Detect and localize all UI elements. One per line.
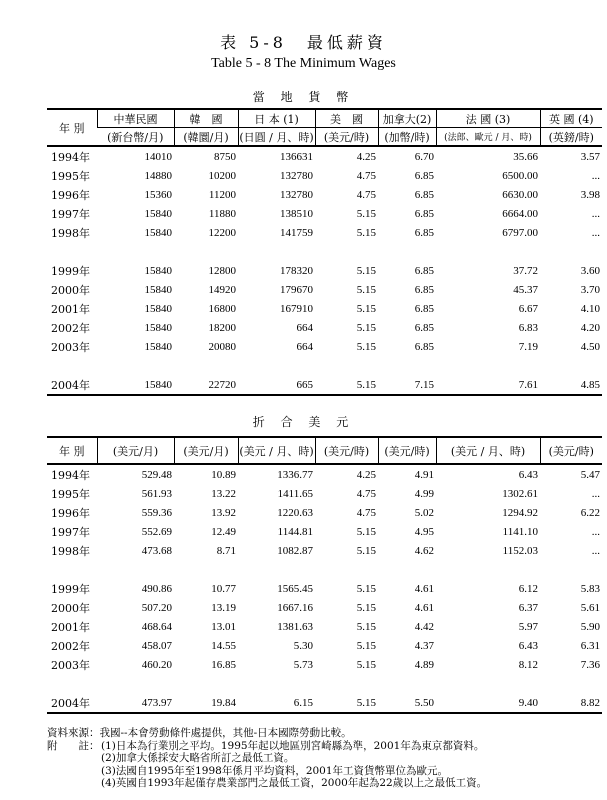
usd-table: [47, 436, 602, 714]
value-cell: 14.55: [211, 639, 236, 652]
value-cell: 4.25: [356, 468, 376, 481]
value-cell: 15840: [144, 340, 172, 353]
value-cell: 167910: [280, 302, 313, 315]
value-cell: 473.97: [141, 696, 172, 709]
source-note: 資料來源：我國--本會勞動條件處提供，其他-日本國際勞動比較。: [47, 727, 352, 739]
value-cell: 6.43: [518, 639, 538, 652]
value-cell: 559.36: [141, 506, 172, 519]
value-cell: 6.43: [518, 468, 538, 481]
value-cell: 14880: [144, 169, 172, 182]
unit-header: (美元 / 月、時): [238, 437, 315, 464]
country-header: 英 國 (4): [540, 109, 602, 128]
value-cell: 6.85: [414, 321, 434, 334]
header-row-units: [47, 128, 602, 147]
unit-header: (新台幣/月): [97, 128, 174, 147]
unit-header: (美元/時): [315, 128, 378, 147]
value-cell: 4.42: [414, 620, 434, 633]
value-cell: 6.85: [414, 302, 434, 315]
value-cell: 15840: [144, 302, 172, 315]
value-cell: 13.22: [211, 487, 236, 500]
year-header: 年 別: [59, 121, 85, 135]
table-row: [47, 636, 602, 655]
value-cell: 138510: [280, 207, 313, 220]
value-cell: 1381.63: [277, 620, 313, 633]
value-cell: 5.15: [356, 696, 376, 709]
value-cell: 15840: [144, 321, 172, 334]
usd-body: [47, 464, 602, 713]
table-row: [47, 579, 602, 598]
table-row: [47, 655, 602, 674]
country-header: 中華民國: [97, 109, 174, 128]
value-cell: 5.15: [356, 525, 376, 538]
value-cell: 1220.63: [277, 506, 313, 519]
value-cell: 5.15: [356, 340, 376, 353]
value-cell: 5.15: [356, 658, 376, 671]
value-cell: 7.19: [518, 340, 538, 353]
value-cell: 13.92: [211, 506, 236, 519]
year-cell: 1999年: [51, 264, 90, 278]
notes-block: [47, 727, 602, 790]
value-cell: 15840: [144, 226, 172, 239]
value-cell: 6500.00: [502, 169, 538, 182]
value-cell: 6.85: [414, 226, 434, 239]
year-cell: 1997年: [51, 525, 90, 539]
year-cell: 1998年: [51, 544, 90, 558]
value-cell: 4.95: [414, 525, 434, 538]
table-row: [47, 522, 602, 541]
footnote-1: 附 註： (1)日本為行業別之平均。1995年起以地區別宮崎縣為準，2001年為東京都資料。: [47, 739, 485, 752]
value-cell: 6797.00: [502, 226, 538, 239]
value-cell: 5.15: [356, 207, 376, 220]
value-cell: 8.12: [518, 658, 538, 671]
year-cell: 1996年: [51, 506, 90, 520]
value-cell: 15840: [144, 264, 172, 277]
unit-header: (美元/月): [174, 437, 238, 464]
footnote-2: (2)加拿大係採安大略省所訂之最低工資。: [101, 752, 295, 764]
year-cell: 1997年: [51, 207, 90, 221]
value-cell: 5.15: [356, 321, 376, 334]
value-cell: 4.85: [580, 378, 600, 391]
value-cell: 4.91: [414, 468, 434, 481]
footnote-4: (4)英國自1993年起僅存農業部門之最低工資，2000年起為22歲以上之最低工資。: [101, 777, 488, 789]
table-row: [47, 598, 602, 617]
value-cell: 4.89: [414, 658, 434, 671]
value-cell: 5.47: [580, 468, 600, 481]
value-cell: 5.97: [518, 620, 538, 633]
country-header: 美 國: [315, 109, 378, 128]
value-cell: 15840: [144, 207, 172, 220]
value-cell: 8750: [214, 150, 236, 163]
value-cell: 5.73: [293, 658, 313, 671]
value-cell: 5.02: [414, 506, 434, 519]
value-cell: 7.15: [414, 378, 434, 391]
value-cell: 5.61: [580, 601, 600, 614]
value-cell: ...: [591, 207, 600, 220]
value-cell: 5.83: [580, 582, 600, 595]
value-cell: 6.12: [518, 582, 538, 595]
table-row: [47, 299, 602, 318]
value-cell: 9.40: [518, 696, 538, 709]
table-row: [47, 541, 602, 560]
year-cell: 1996年: [51, 188, 90, 202]
value-cell: 3.60: [580, 264, 600, 277]
value-cell: 3.70: [580, 283, 600, 296]
table-row: [47, 204, 602, 223]
unit-header: (美元 / 月、時): [436, 437, 540, 464]
value-cell: 1411.65: [277, 487, 313, 500]
value-cell: 4.75: [356, 188, 376, 201]
year-cell: 1998年: [51, 226, 90, 240]
value-cell: 4.75: [356, 506, 376, 519]
value-cell: 10.77: [211, 582, 236, 595]
value-cell: ...: [591, 525, 600, 538]
value-cell: 1336.77: [277, 468, 313, 481]
value-cell: 561.93: [141, 487, 172, 500]
value-cell: 6.85: [414, 264, 434, 277]
header-row-countries: [47, 109, 602, 128]
spacer-row: [47, 242, 602, 261]
table-row: [47, 166, 602, 185]
value-cell: 11200: [208, 188, 236, 201]
value-cell: 6.85: [414, 340, 434, 353]
value-cell: 507.20: [141, 601, 172, 614]
notes-label: 附 註：: [47, 739, 100, 752]
value-cell: 3.57: [580, 150, 600, 163]
table-row: [47, 146, 602, 166]
value-cell: 132780: [280, 188, 313, 201]
value-cell: 3.98: [580, 188, 600, 201]
year-cell: 1995年: [51, 487, 90, 501]
value-cell: 15840: [144, 378, 172, 391]
value-cell: 136631: [280, 150, 313, 163]
value-cell: 6664.00: [502, 207, 538, 220]
value-cell: 10200: [208, 169, 236, 182]
value-cell: 6.85: [414, 283, 434, 296]
value-cell: 19.84: [211, 696, 236, 709]
value-cell: 1667.16: [277, 601, 313, 614]
year-cell: 2003年: [51, 658, 90, 672]
value-cell: 7.61: [518, 378, 538, 391]
value-cell: 5.30: [293, 639, 313, 652]
year-cell: 2000年: [51, 283, 90, 297]
value-cell: ...: [591, 226, 600, 239]
value-cell: 1302.61: [502, 487, 538, 500]
value-cell: 5.15: [356, 302, 376, 315]
year-cell: 1994年: [51, 150, 90, 164]
country-header: 韓 國: [174, 109, 238, 128]
table-row: [47, 261, 602, 280]
country-header: 加拿大(2): [378, 109, 436, 128]
table-row: [47, 337, 602, 356]
year-cell: 1999年: [51, 582, 90, 596]
table-row: [47, 617, 602, 636]
value-cell: 12.49: [211, 525, 236, 538]
unit-header: (美元/時): [378, 437, 436, 464]
unit-header: (英鎊/時): [540, 128, 602, 147]
table-row: [47, 503, 602, 522]
value-cell: 6.83: [518, 321, 538, 334]
value-cell: 6.85: [414, 207, 434, 220]
value-cell: 5.15: [356, 226, 376, 239]
value-cell: 141759: [280, 226, 313, 239]
value-cell: 22720: [208, 378, 236, 391]
value-cell: 132780: [280, 169, 313, 182]
value-cell: 468.64: [141, 620, 172, 633]
value-cell: 5.15: [356, 620, 376, 633]
spacer-row: [47, 356, 602, 375]
value-cell: 8.82: [580, 696, 600, 709]
value-cell: 460.20: [141, 658, 172, 671]
value-cell: ...: [591, 487, 600, 500]
value-cell: 4.37: [414, 639, 434, 652]
country-header: 日 本 (1): [238, 109, 315, 128]
value-cell: 490.86: [141, 582, 172, 595]
value-cell: 13.01: [211, 620, 236, 633]
year-cell: 2004年: [51, 378, 90, 392]
value-cell: 4.99: [414, 487, 434, 500]
value-cell: 4.25: [356, 150, 376, 163]
value-cell: 35.66: [513, 150, 538, 163]
value-cell: 1082.87: [277, 544, 313, 557]
table-row: [47, 223, 602, 242]
year-cell: 2003年: [51, 340, 90, 354]
table-title-zh: 表 5-8 最低薪資: [220, 33, 387, 52]
year-cell: 1994年: [51, 468, 90, 482]
year-cell: 2001年: [51, 302, 90, 316]
value-cell: 4.75: [356, 487, 376, 500]
value-cell: 16800: [208, 302, 236, 315]
value-cell: 6.15: [293, 696, 313, 709]
value-cell: 13.19: [211, 601, 236, 614]
unit-header: (美元/月): [97, 437, 174, 464]
value-cell: 4.61: [414, 601, 434, 614]
value-cell: 5.15: [356, 582, 376, 595]
value-cell: 6.37: [518, 601, 538, 614]
value-cell: 6.31: [580, 639, 600, 652]
value-cell: 1141.10: [502, 525, 538, 538]
value-cell: 665: [296, 378, 313, 391]
spacer-row: [47, 560, 602, 579]
value-cell: 179670: [280, 283, 313, 296]
value-cell: 4.75: [356, 169, 376, 182]
value-cell: 14920: [208, 283, 236, 296]
value-cell: 8.71: [216, 544, 236, 557]
value-cell: 7.36: [580, 658, 600, 671]
year-cell: 2002年: [51, 639, 90, 653]
value-cell: 5.50: [414, 696, 434, 709]
value-cell: 15360: [144, 188, 172, 201]
value-cell: 10.89: [211, 468, 236, 481]
value-cell: ...: [591, 169, 600, 182]
year-header: 年 別: [59, 444, 85, 458]
value-cell: 45.37: [513, 283, 538, 296]
value-cell: 4.61: [414, 582, 434, 595]
footnote-3: (3)法國自1995年至1998年係月平均資料，2001年工資貨幣單位為歐元。: [101, 764, 449, 777]
table-row: [47, 464, 602, 484]
value-cell: 473.68: [141, 544, 172, 557]
year-cell: 2002年: [51, 321, 90, 335]
local-currency-table: [47, 108, 602, 396]
value-cell: 12200: [208, 226, 236, 239]
table-row: [47, 318, 602, 337]
unit-header: (法郎、歐元 / 月、時): [436, 128, 540, 147]
unit-header: (韓圜/月): [174, 128, 238, 147]
value-cell: 11880: [208, 207, 236, 220]
value-cell: 6.22: [580, 506, 600, 519]
value-cell: 5.15: [356, 601, 376, 614]
value-cell: 4.20: [580, 321, 600, 334]
value-cell: 1294.92: [502, 506, 538, 519]
value-cell: 4.10: [580, 302, 600, 315]
year-cell: 2000年: [51, 601, 90, 615]
unit-header: (美元/時): [540, 437, 602, 464]
header-row-units-usd: [47, 437, 602, 464]
local-currency-body: [47, 146, 602, 395]
table-row: [47, 185, 602, 204]
value-cell: 1144.81: [277, 525, 313, 538]
value-cell: 16.85: [211, 658, 236, 671]
value-cell: 1565.45: [277, 582, 313, 595]
value-cell: 6.67: [518, 302, 538, 315]
value-cell: 15840: [144, 283, 172, 296]
table-row: [47, 375, 602, 395]
unit-header: (美元/時): [315, 437, 378, 464]
value-cell: 5.15: [356, 283, 376, 296]
value-cell: 5.15: [356, 639, 376, 652]
value-cell: 5.15: [356, 264, 376, 277]
section-title-local-currency: 當 地 貨 幣: [252, 90, 355, 104]
value-cell: 6.70: [414, 150, 434, 163]
year-cell: 2001年: [51, 620, 90, 634]
value-cell: 664: [296, 340, 313, 353]
value-cell: 529.48: [141, 468, 172, 481]
value-cell: 18200: [208, 321, 236, 334]
value-cell: 5.90: [580, 620, 600, 633]
value-cell: 5.15: [356, 378, 376, 391]
value-cell: 20080: [208, 340, 236, 353]
value-cell: 4.62: [414, 544, 434, 557]
value-cell: 4.50: [580, 340, 600, 353]
value-cell: 37.72: [513, 264, 538, 277]
value-cell: 6630.00: [502, 188, 538, 201]
country-header: 法 國 (3): [436, 109, 540, 128]
value-cell: 6.85: [414, 188, 434, 201]
value-cell: 14010: [144, 150, 172, 163]
value-cell: ...: [591, 544, 600, 557]
section-title-usd: 折 合 美 元: [252, 415, 355, 429]
value-cell: 12800: [208, 264, 236, 277]
unit-header: (日圓 / 月、時): [238, 128, 315, 147]
table-row: [47, 693, 602, 713]
value-cell: 458.07: [141, 639, 172, 652]
value-cell: 1152.03: [502, 544, 538, 557]
value-cell: 6.85: [414, 169, 434, 182]
value-cell: 5.15: [356, 544, 376, 557]
year-cell: 2004年: [51, 696, 90, 710]
year-cell: 1995年: [51, 169, 90, 183]
table-row: [47, 280, 602, 299]
spacer-row: [47, 674, 602, 693]
value-cell: 664: [296, 321, 313, 334]
table-row: [47, 484, 602, 503]
table-title-en: Table 5 - 8 The Minimum Wages: [211, 56, 396, 71]
unit-header: (加幣/時): [378, 128, 436, 147]
value-cell: 552.69: [141, 525, 172, 538]
value-cell: 178320: [280, 264, 313, 277]
